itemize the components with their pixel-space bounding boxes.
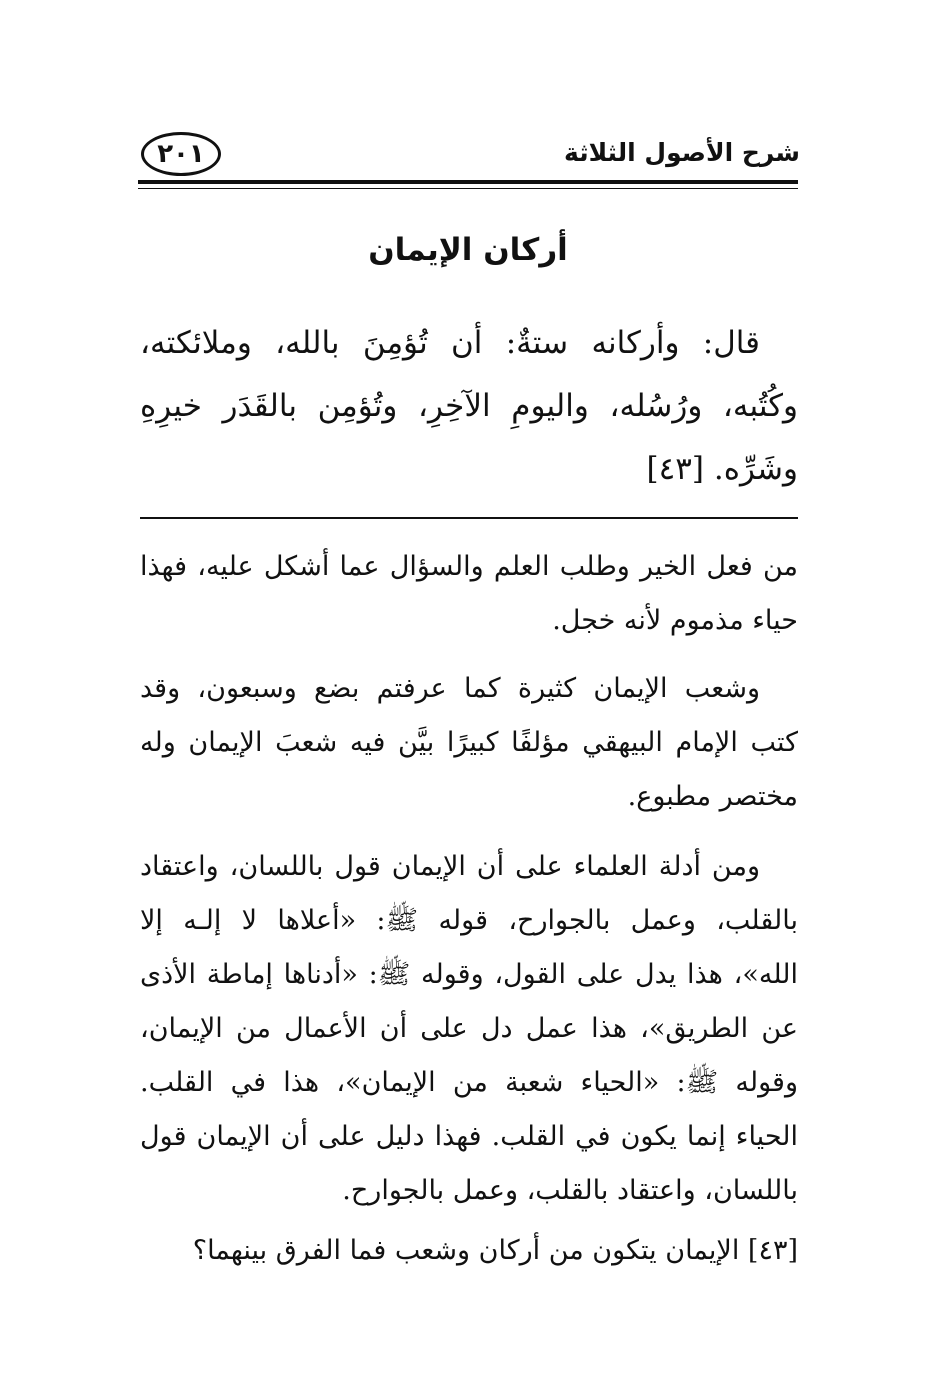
commentary-line: وشعب الإيمان كثيرة كما عرفتم بضع وسبعون، وقد [140, 673, 760, 704]
commentary-paragraph [140, 662, 798, 824]
commentary-line: وقوله ﷺ: «الحياء شعبة من الإيمان»، هذا في القلب. [140, 1067, 798, 1098]
section-title: أركان الإيمان [368, 232, 568, 268]
header-rule-thick [138, 180, 798, 184]
commentary-line: بالقلب، وعمل بالجوارح، قوله ﷺ: «أعلاها لا إلـه إلا [140, 905, 798, 936]
footnote [140, 1224, 798, 1278]
commentary-line: كتب الإمام البيهقي مؤلفًا كبيرًا بيَّن فيه شعبَ الإيمان وله [140, 727, 798, 758]
matn-line: قال: وأركانه ستةٌ: أن تُؤمِنَ بالله، وملائكته، [140, 325, 760, 361]
commentary-paragraph [140, 540, 798, 648]
footnote-text: [٤٣] الإيمان يتكون من أركان وشعب فما الفرق بينهما؟ [192, 1235, 798, 1266]
commentary-line: الله»، هذا يدل على القول، وقوله ﷺ: «أدناها إماطة الأذى [140, 959, 798, 990]
matn-line: وكُتُبه، ورُسُله، واليومِ الآخِرِ، وتُؤمِن بالقَدَر خيرِهِ [140, 388, 798, 424]
commentary-line: من فعل الخير وطلب العلم والسؤال عما أشكل عليه، فهذا [140, 551, 798, 582]
commentary-line: باللسان، واعتقاد بالقلب، وعمل بالجوارح. [342, 1175, 798, 1206]
page-number: ٢٠١ [141, 132, 221, 176]
commentary-line: عن الطريق»، هذا عمل دل على أن الأعمال من الإيمان، [140, 1013, 798, 1044]
commentary-line: مختصر مطبوع. [627, 781, 798, 812]
running-header-book-title: شرح الأصول الثلاثة [564, 138, 800, 167]
commentary-line: ومن أدلة العلماء على أن الإيمان قول باللسان، واعتقاد [140, 851, 760, 882]
commentary-line: حياء مذموم لأنه خجل. [552, 605, 798, 636]
header-rule-thin [138, 188, 798, 189]
commentary-separator [140, 517, 798, 519]
commentary-paragraph [140, 840, 798, 1218]
commentary-line: الحياء إنما يكون في القلب. فهذا دليل على أن الإيمان قول [140, 1121, 798, 1152]
matn-text [140, 312, 798, 501]
matn-line: وشَرِّه. [٤٣] [646, 451, 798, 487]
